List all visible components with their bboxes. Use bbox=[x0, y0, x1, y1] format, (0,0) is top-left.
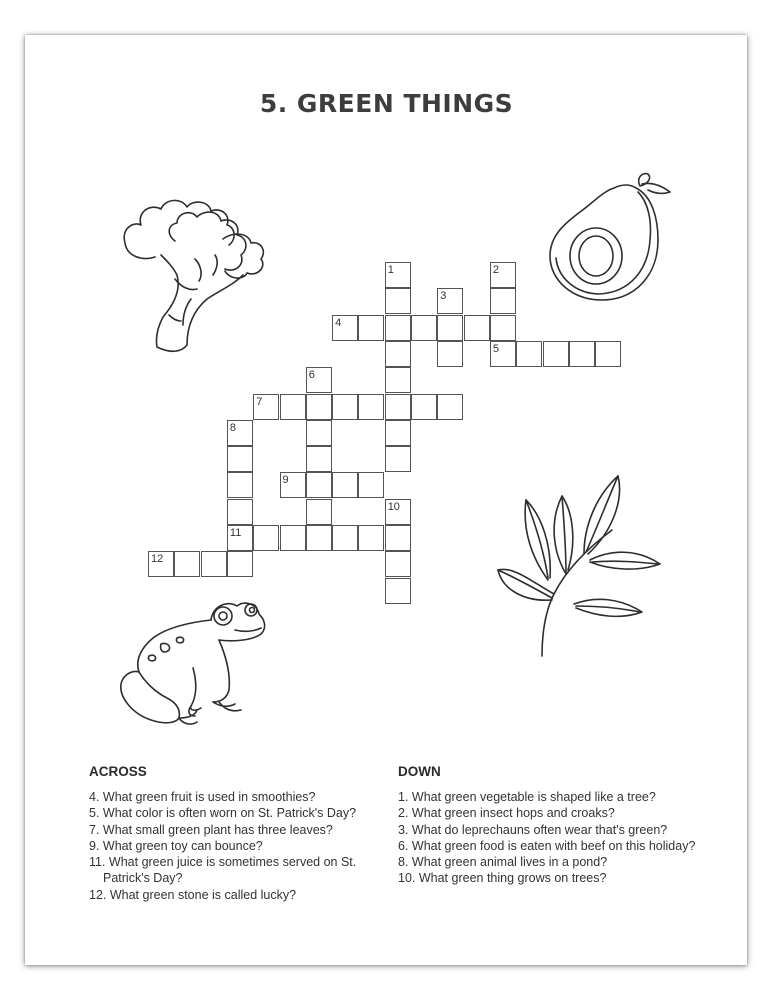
crossword-cell[interactable] bbox=[595, 341, 621, 367]
clue-number: 2 bbox=[492, 264, 500, 276]
down-clue: 3. What do leprechauns often wear that's green? bbox=[398, 822, 668, 837]
clue-number: 10 bbox=[387, 500, 400, 513]
crossword-cell[interactable] bbox=[411, 394, 437, 420]
down-heading: DOWN bbox=[398, 764, 441, 779]
crossword-cell[interactable] bbox=[411, 315, 437, 341]
crossword-cell[interactable] bbox=[358, 394, 384, 420]
clue-number: 11 bbox=[229, 527, 242, 539]
crossword-cell[interactable] bbox=[464, 315, 490, 341]
crossword-cell[interactable] bbox=[358, 525, 384, 551]
crossword-cell[interactable] bbox=[280, 394, 306, 420]
crossword-cell[interactable] bbox=[253, 525, 279, 551]
crossword-cell[interactable] bbox=[385, 394, 411, 420]
clue-number: 7 bbox=[256, 395, 263, 408]
crossword-cell[interactable] bbox=[227, 472, 253, 498]
clue-number: 12 bbox=[151, 553, 164, 566]
crossword-cell[interactable] bbox=[306, 394, 332, 420]
across-heading: ACROSS bbox=[89, 764, 147, 779]
avocado-icon bbox=[540, 170, 690, 315]
crossword-cell[interactable] bbox=[306, 472, 332, 498]
crossword-cell[interactable] bbox=[385, 288, 411, 314]
across-clue: 11. What green juice is sometimes served on St. Patrick's Day? bbox=[89, 855, 357, 886]
down-clue: 8. What green animal lives in a pond? bbox=[398, 855, 608, 870]
crossword-cell[interactable] bbox=[332, 472, 358, 498]
crossword-cell[interactable] bbox=[306, 499, 332, 525]
crossword-cell[interactable] bbox=[332, 394, 358, 420]
crossword-cell[interactable] bbox=[385, 551, 411, 577]
across-clue: 5. What color is often worn on St. Patrick's Day? bbox=[89, 806, 357, 821]
crossword-cell[interactable] bbox=[227, 499, 253, 525]
crossword-cell[interactable] bbox=[385, 446, 411, 472]
across-clue: 9. What green toy can bounce? bbox=[89, 838, 263, 853]
crossword-cell[interactable] bbox=[358, 315, 384, 341]
page-title: 5. GREEN THINGS bbox=[259, 89, 514, 118]
across-clues bbox=[89, 789, 379, 903]
crossword-cell[interactable] bbox=[306, 525, 332, 551]
crossword-cell[interactable] bbox=[385, 367, 411, 393]
crossword-cell[interactable] bbox=[437, 315, 463, 341]
across-clue: 4. What green fruit is used in smoothies? bbox=[89, 790, 316, 804]
down-clue: 6. What green food is eaten with beef on this holiday? bbox=[398, 838, 696, 853]
crossword-cell[interactable] bbox=[332, 525, 358, 551]
clue-number: 5 bbox=[492, 342, 500, 355]
down-clue: 2. What green insect hops and croaks? bbox=[398, 806, 615, 821]
crossword-cell[interactable] bbox=[280, 525, 306, 551]
down-clue: 1. What green vegetable is shaped like a tree? bbox=[398, 790, 656, 804]
clue-number: 8 bbox=[229, 421, 237, 434]
crossword-cell[interactable] bbox=[569, 341, 595, 367]
across-clue: 12. What green stone is called lucky? bbox=[89, 887, 297, 902]
crossword-cell[interactable] bbox=[385, 315, 411, 341]
crossword-cell[interactable] bbox=[227, 446, 253, 472]
down-clue: 10. What green thing grows on trees? bbox=[398, 871, 607, 886]
clue-number: 6 bbox=[308, 369, 315, 382]
clue-number: 4 bbox=[335, 316, 342, 329]
clue-number: 3 bbox=[440, 290, 447, 303]
crossword-cell[interactable] bbox=[437, 341, 463, 367]
crossword-cell[interactable] bbox=[306, 420, 332, 446]
crossword-cell[interactable] bbox=[516, 341, 542, 367]
clue-number: 1 bbox=[387, 264, 394, 276]
crossword-cell[interactable] bbox=[437, 394, 463, 420]
across-clue: 7. What small green plant has three leaves? bbox=[89, 822, 333, 837]
down-clues bbox=[398, 789, 698, 887]
crossword-cell[interactable] bbox=[174, 551, 200, 577]
crossword-cell[interactable] bbox=[306, 446, 332, 472]
crossword-cell[interactable] bbox=[385, 341, 411, 367]
crossword-cell[interactable] bbox=[543, 341, 569, 367]
crossword-cell[interactable] bbox=[385, 578, 411, 604]
crossword-cell[interactable] bbox=[385, 420, 411, 446]
crossword-cell[interactable] bbox=[358, 472, 384, 498]
crossword-cell[interactable] bbox=[490, 288, 516, 314]
crossword-cell[interactable] bbox=[227, 551, 253, 577]
broccoli-icon bbox=[115, 195, 285, 365]
leaf-icon bbox=[492, 470, 662, 660]
crossword-cell[interactable] bbox=[201, 551, 227, 577]
crossword-cell[interactable] bbox=[490, 315, 516, 341]
frog-icon bbox=[115, 598, 275, 733]
crossword-cell[interactable] bbox=[385, 525, 411, 551]
clue-number: 9 bbox=[282, 474, 289, 487]
